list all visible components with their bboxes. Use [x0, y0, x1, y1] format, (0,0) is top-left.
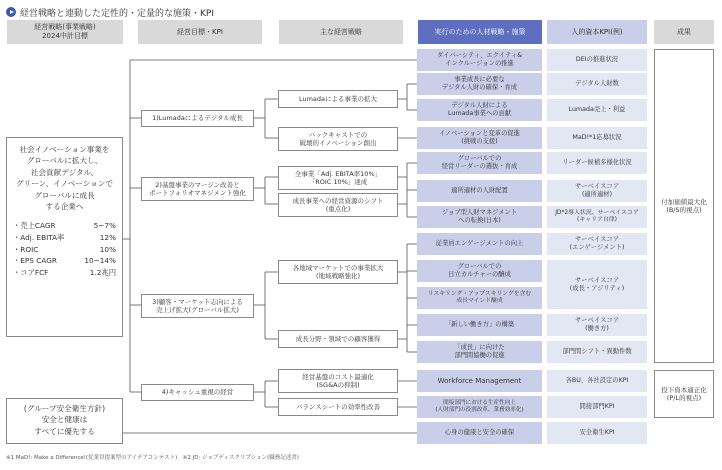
measure-job-based: ジョブ型人財マネジメント への転換(日本) — [417, 206, 542, 228]
strategy-lumada-expansion: Lumadaによる事業の拡大 — [278, 90, 398, 108]
kpi-survey-agility: サーベイスコア (成長・アジリティ) — [547, 260, 647, 309]
kpi-bu-kpis: 各BU、各社設定のKPI — [547, 370, 647, 392]
goal-digital-growth: 1)Lumadaによるデジタル成長 — [141, 110, 254, 127]
measure-workforce-management: Workforce Management — [417, 370, 542, 392]
footnote: ※1 MaD!: Make a Difference!(従業員提案型のアイデアコンテスト) ※2 JD: ジョブディスクリプション(職務記述書) — [6, 455, 299, 461]
strategy-balance-sheet: バランスシートの効率性改善 — [278, 398, 398, 416]
kpi-survey-engagement: サーベイスコア (エンゲージメント) — [547, 233, 647, 255]
measure-digital-talent: 事業成長に必要な デジタル人財の確保・育成 — [417, 73, 542, 95]
vision-box — [6, 137, 123, 337]
measure-engagement: 従業員エンゲージメントの向上 — [417, 233, 542, 255]
kpi-mad-applications: MaD!*1応募状況 — [547, 127, 647, 149]
metric-row: ・売上CAGR 5~7% — [13, 221, 116, 231]
measure-innovation: イノベーションと変革の促進 (挑戦の支援) — [417, 127, 542, 149]
kpi-jd-status: JD*2導入状況、サーベイスコア (キャリア自律) — [547, 206, 647, 228]
header-management-goal: 経営目標・KPI — [138, 20, 262, 44]
goal-sales-expansion: 3)顧客・マーケット志向による 売上げ拡大(グローバル拡大) — [141, 294, 254, 318]
measure-lumada-contribution: デジタル人財による Lumada事業への貢献 — [417, 99, 542, 121]
strategy-ebita-roic: 全事業「Adj. EBITA率10%」 「ROIC 10%」達成 — [278, 166, 398, 190]
metric-row: ・コアFCF 1.2兆円 — [13, 268, 116, 278]
header-results: 成果 — [654, 20, 714, 44]
metrics-list — [13, 220, 116, 278]
measure-reskilling: リスキリング・アップスキリングを含む 成長マインド醸成 — [417, 287, 542, 309]
header-main-strategy: 主な経営戦略 — [279, 20, 403, 44]
goal-margin-improvement: 2)基盤事業のマージン改善と ポートフォリオマネジメント強化 — [141, 177, 254, 201]
strategy-disruptive-innovation: バックキャストでの 破壊的イノベーション創出 — [278, 127, 398, 151]
header-hr-strategy: 実行のための人材戦略・施策 — [418, 20, 542, 44]
kpi-dei-status: DEIの推進状況 — [547, 49, 647, 71]
measure-health-safety: 心身の健康と安全の確保 — [417, 422, 542, 444]
metric-row: ・ROIC 10% — [13, 244, 116, 254]
header-human-capital-kpi: 人的資本KPI(例) — [547, 20, 647, 44]
kpi-health-safety: 安全衛生KPI — [547, 422, 647, 444]
kpi-indirect-dept: 間接部門KPI — [547, 396, 647, 418]
kpi-digital-talent-count: デジタル人財数 — [547, 73, 647, 95]
strategy-cost-optimization: 経営基盤のコスト最適化 (SG&Aの抑制) — [278, 369, 398, 393]
header-strategy-goal: 経営戦略(事業戦略) 2024中計目標 — [7, 20, 123, 44]
kpi-leader-diversity: リーダー候補多様化状況 — [547, 152, 647, 174]
result-value-maximization: 付加価値最大化 (B/S的視点) — [654, 49, 714, 363]
metric-row: ・Adj. EBITA率 12% — [13, 233, 116, 243]
kpi-survey-work-style: サーベイスコア (働き方) — [547, 314, 647, 336]
safety-policy-box: (グループ安全衛生方針) 安全と健康は すべてに優先する — [6, 398, 123, 444]
result-capital-optimization: 投下資本適正化 (P/L的視点) — [654, 370, 714, 418]
measure-new-work-style: 「新しい働き方」の構築 — [417, 314, 542, 336]
strategy-resource-shift: 成長事業への経営資源のシフト (重点化) — [278, 193, 398, 217]
measure-dei: ダイバーシティ、エクイティ& インクルージョンの推進 — [417, 49, 542, 71]
vision-text: 社会イノベーション事業を グローバルに拡大し、 社会貢献デジタル、 グリーン、イノベーションで グローバルに成長 する企業へ — [16, 145, 113, 211]
measure-right-person: 適所適材の人財配置 — [417, 180, 542, 202]
kpi-lumada-sales: Lumada売上・利益 — [547, 99, 647, 121]
kpi-survey-placement: サーベイスコア (適所適材) — [547, 180, 647, 202]
measure-global-leaders: グローバルでの 経営リーダーの選抜・育成 — [417, 152, 542, 174]
measure-collaboration: 「成長」に向けた 部門間協働の促進 — [417, 341, 542, 363]
page-title-text: 経営戦略と連動した定性的・定量的な施策・KPI — [20, 8, 214, 19]
metric-row: ・EPS CAGR 10~14% — [13, 256, 116, 266]
kpi-shift-transfers: 部門間シフト・異動件数 — [547, 341, 647, 363]
measure-hitachi-culture: グローバルでの 日立カルチャーの醸成 — [417, 260, 542, 282]
strategy-customer-acquisition: 成長分野・領域での顧客獲得 — [278, 330, 398, 348]
goal-cash-management: 4)キャッシュ重視の経営 — [141, 384, 254, 401]
measure-indirect-productivity: 間接部門における生産性向上 (人財部門の役割改革、業務効率化) — [417, 396, 542, 418]
strategy-regional-expansion: 各地域マーケットでの事業拡大 (地域戦略強化) — [278, 260, 398, 284]
